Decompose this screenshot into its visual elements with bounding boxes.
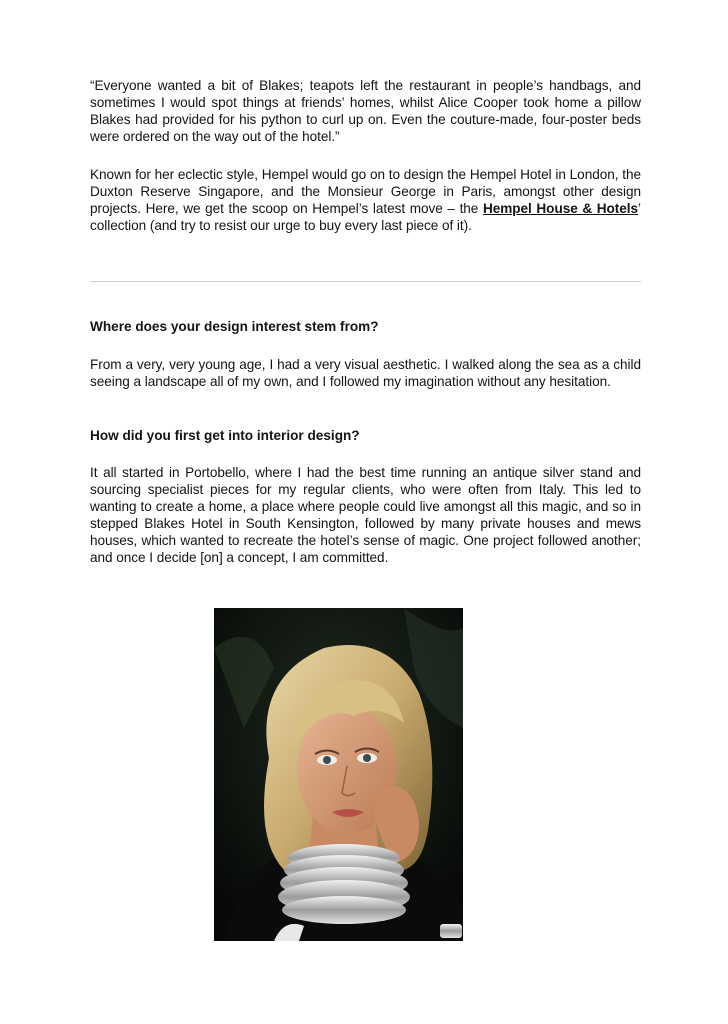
portrait-photo — [214, 608, 463, 941]
portrait-illustration — [214, 608, 463, 941]
intro-paragraph — [90, 166, 641, 234]
hempel-house-hotels-link[interactable]: Hempel House & Hotels — [482, 201, 639, 216]
answer-paragraph-design-interest: From a very, very young age, I had a very visual aesthetic. I walked along the sea as a child seeing a landscape all of my own, and I followed my imagination without any hesitation. — [90, 357, 641, 389]
question-heading-interior-design: How did you first get into interior design? — [90, 428, 360, 443]
answer-paragraph-interior-design: It all started in Portobello, where I had the best time running an antique silver stand and sourcing specialist pieces for my regular clients, who were often from Italy. This led to wanting to create a home, a place where people could live amongst all this magic, and so in stepped Blakes Hotel in South Kensington, followed by many private houses and mews houses, which wanted to recreate the hotel’s sense of magic. One project followed another; and once I decide [on] a concept, I am committed. — [90, 465, 641, 565]
section-divider — [90, 281, 641, 282]
intro-text-end: ’ collection (and try to resist our urge to buy every last piece of it). — [90, 201, 641, 233]
intro-text-start: Known for her eclectic style, Hempel would go on to design the Hempel Hotel in London, the Duxton Reserve Singapore, and the Monsieur George in Paris, amongst other design projects. Here, we get the scoop on Hempel’s latest move – the — [90, 167, 641, 216]
question-heading-design-interest: Where does your design interest stem from? — [90, 319, 379, 334]
quote-paragraph: “Everyone wanted a bit of Blakes; teapots left the restaurant in people’s handbags, and sometimes I would spot things at friends’ homes, whilst Alice Cooper took home a pillow Blakes had provided for his python to curl up on. Even the couture-made, four-poster beds were ordered on the way out of the hotel.” — [90, 78, 641, 144]
